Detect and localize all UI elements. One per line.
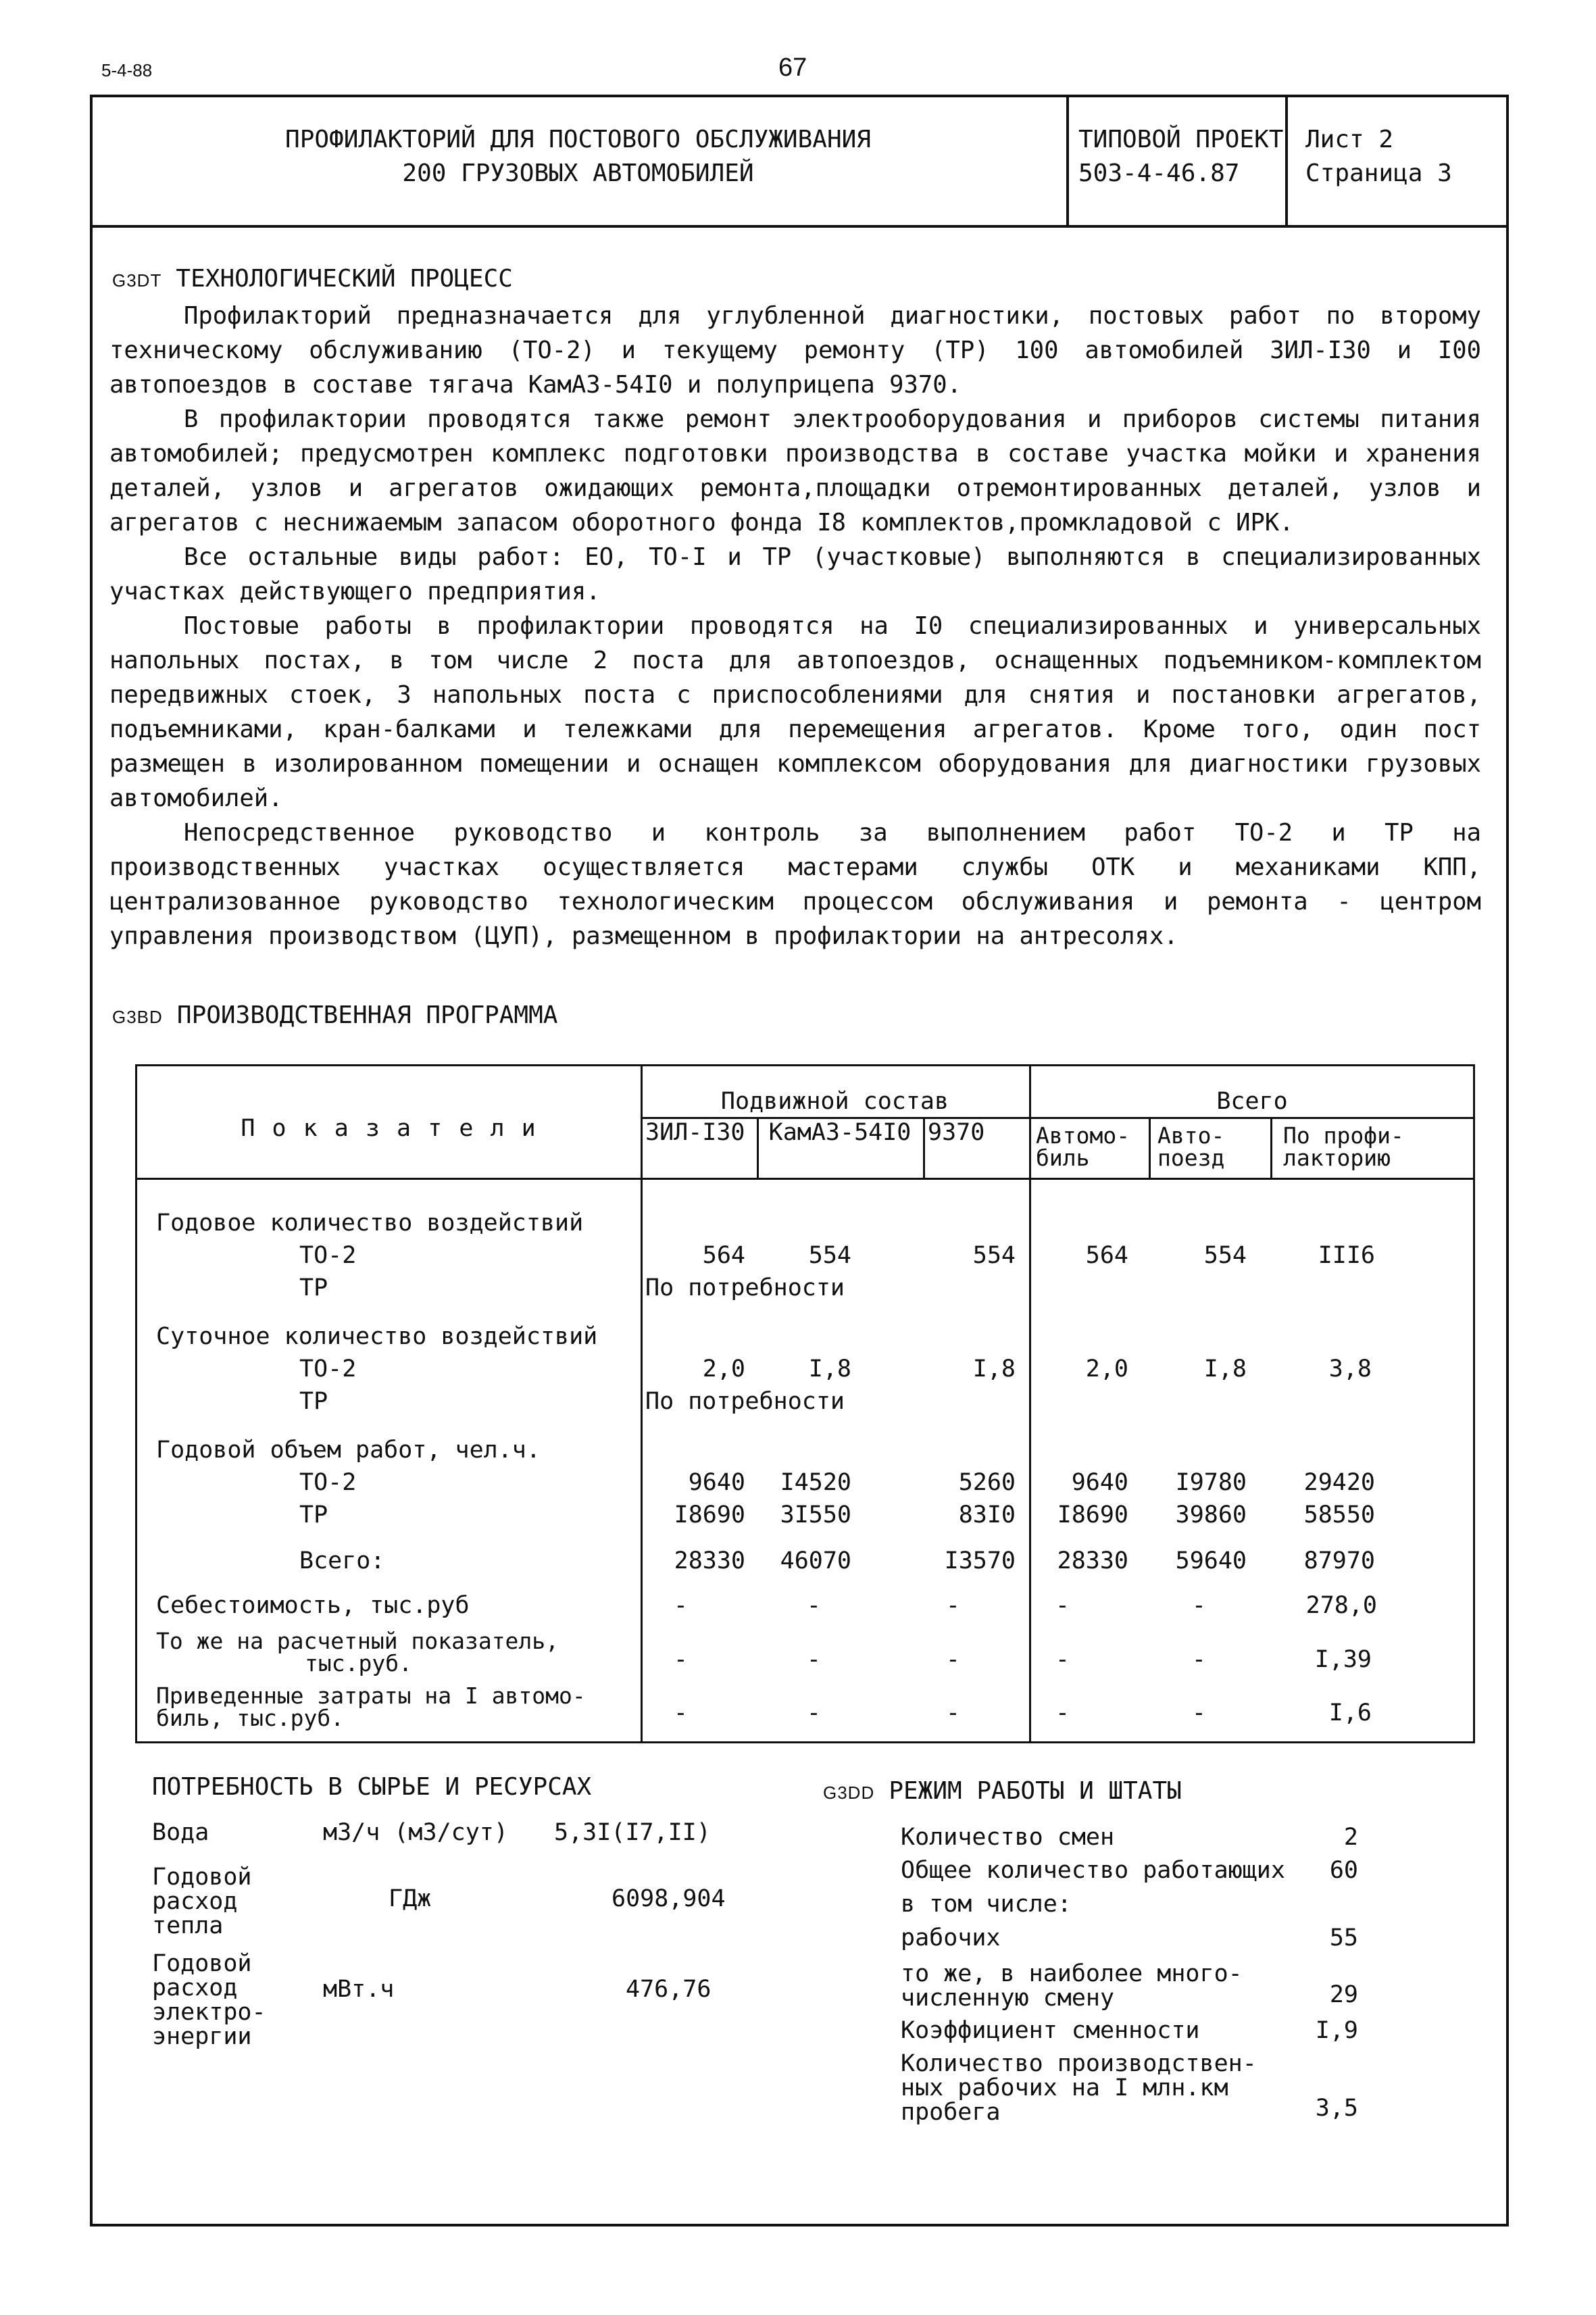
cell-value: 87970 xyxy=(1303,1547,1375,1574)
cell-value: I,8 xyxy=(808,1355,851,1383)
cell-value: 3I550 xyxy=(780,1501,851,1528)
sheet-block xyxy=(1305,123,1452,191)
cell-value: - xyxy=(945,1592,960,1619)
staff-total-label: Общее количество работающих xyxy=(901,1857,1285,1884)
cell-value: - xyxy=(1055,1699,1070,1726)
staff-label-line: пробега xyxy=(901,2099,1001,2126)
cell-value: - xyxy=(806,1646,821,1673)
section-title: РЕЖИМ РАБОТЫ И ШТАТЫ xyxy=(889,1777,1182,1805)
staff-label-line: то же, в наиболее много- xyxy=(901,1960,1243,1987)
cell-value: I8690 xyxy=(674,1501,745,1528)
resources-title: ПОТРЕБНОСТЬ В СЫРЬЕ И РЕСУРСАХ xyxy=(152,1773,592,1801)
tr-note: По потребности xyxy=(645,1274,845,1301)
resource-power-label xyxy=(152,1951,266,2049)
row-label-annual-count: Годовое количество воздействий xyxy=(156,1210,584,1237)
table-rule xyxy=(923,1117,925,1178)
resource-heat-value: 6098,904 xyxy=(612,1885,726,1912)
staff-per-mln-value: 3,5 xyxy=(1315,2095,1358,2122)
row-label-tr: ТР xyxy=(299,1501,328,1528)
staff-label-line: численную смену xyxy=(901,1985,1115,2012)
section-title: ТЕХНОЛОГИЧЕСКИЙ ПРОЦЕСС xyxy=(176,265,513,293)
column-header-zil: ЗИЛ-I30 xyxy=(645,1119,745,1146)
staff-max-shift-label xyxy=(901,1962,1243,2010)
production-program-table xyxy=(135,1064,1475,1743)
staff-label-line: Количество производствен- xyxy=(901,2050,1257,2077)
cell-value: I,8 xyxy=(1203,1355,1247,1383)
row-label-line: тыс.руб. xyxy=(305,1650,412,1676)
cell-value: 9640 xyxy=(688,1469,745,1496)
row-label-annual-volume: Годовой объем работ, чел.ч. xyxy=(156,1437,541,1464)
group-header-total: Всего xyxy=(1216,1088,1288,1115)
staff-label-line: ных рабочих на I млн.км xyxy=(901,2074,1228,2101)
row-label-total: Всего: xyxy=(299,1547,385,1574)
row-label-to2: ТО-2 xyxy=(299,1242,357,1269)
cell-value: - xyxy=(806,1592,821,1619)
table-rule xyxy=(1149,1117,1151,1178)
cell-value: I,8 xyxy=(972,1355,1016,1383)
paragraph: Непосредственное руководство и контроль за выполнением работ ТО-2 и ТР на производственных участках осуществляется мастерами службы ОТК и механиками КПП, централизованное руководство технологическим процессом обслуживания и ремонта - центром управления производством (ЦУП), размещенном в профилактории на антресолях. xyxy=(109,819,1481,950)
resource-label-line: электро- xyxy=(152,1999,266,2026)
section-tech-heading xyxy=(112,264,513,295)
cell-value: 564 xyxy=(702,1242,745,1269)
header-title-line-2: 200 ГРУЗОВЫХ АВТОМОБИЛЕЙ xyxy=(402,159,754,187)
page-number: 67 xyxy=(778,53,807,82)
header-column-divider xyxy=(1285,95,1288,226)
tr-note: По потребности xyxy=(645,1388,845,1415)
cell-value: - xyxy=(1191,1592,1206,1619)
header-title xyxy=(90,123,1066,191)
resource-water-value: 5,3I(I7,II) xyxy=(554,1819,711,1846)
resource-power-unit: мВт.ч xyxy=(323,1976,395,2003)
column-header-kamaz: КамАЗ-54I0 xyxy=(768,1119,912,1146)
project-block xyxy=(1078,123,1283,191)
row-label-line: Приведенные затраты на I автомо- xyxy=(156,1683,586,1709)
cell-value: 554 xyxy=(1203,1242,1247,1269)
cell-value: - xyxy=(945,1699,960,1726)
row-label-line: биль, тыс.руб. xyxy=(156,1705,345,1731)
section-code: G3DD xyxy=(823,1783,875,1803)
cell-value: - xyxy=(673,1646,688,1673)
cell-value: I4520 xyxy=(780,1469,851,1496)
resource-water-unit: м3/ч (м3/сут) xyxy=(323,1819,508,1846)
cell-value: 554 xyxy=(808,1242,851,1269)
column-header-prof xyxy=(1283,1124,1404,1169)
resource-label-line: энергии xyxy=(152,2023,252,2050)
sheet-number: Лист 2 xyxy=(1305,126,1394,153)
row-label-reduced-costs xyxy=(156,1685,586,1729)
column-header-train-line: Авто- xyxy=(1157,1122,1225,1149)
project-label: ТИПОВОЙ ПРОЕКТ xyxy=(1078,126,1284,153)
row-label-cost: Себестоимость, тыс.руб xyxy=(156,1592,470,1619)
section-code: G3BD xyxy=(112,1007,163,1027)
cell-value: 28330 xyxy=(674,1547,745,1574)
cell-value: I,6 xyxy=(1328,1699,1372,1726)
staff-shift-coef-value: I,9 xyxy=(1315,2017,1358,2044)
cell-value: 554 xyxy=(972,1242,1016,1269)
row-label-daily-count: Суточное количество воздействий xyxy=(156,1323,598,1350)
column-header-train-line: поезд xyxy=(1157,1145,1225,1171)
header-divider xyxy=(90,225,1509,228)
resource-label-line: Годовой xyxy=(152,1864,252,1891)
staff-shifts-label: Количество смен xyxy=(901,1824,1115,1851)
column-header-auto xyxy=(1036,1124,1130,1169)
document-code: 5-4-88 xyxy=(101,60,153,80)
sheet-page: Страница 3 xyxy=(1305,159,1452,187)
table-rule xyxy=(137,1178,1475,1180)
column-header-prof-line: лакторию xyxy=(1283,1145,1391,1171)
resource-label-line: тепла xyxy=(152,1912,224,1939)
paragraph: Все остальные виды работ: ЕО, ТО-I и ТР (участковые) выполняются в специализированных участках действующего предприятия. xyxy=(109,543,1481,605)
section-program-heading xyxy=(112,1000,557,1032)
column-header-indicators: П о к а з а т е л и xyxy=(241,1115,537,1142)
staff-per-mln-label xyxy=(901,2051,1257,2124)
resource-label-line: расход xyxy=(152,1888,238,1915)
column-header-train xyxy=(1157,1124,1224,1169)
row-label-tr: ТР xyxy=(299,1388,328,1415)
paragraph: Профилакторий предназначается для углубленной диагностики, постовых работ по второму техническому обслуживанию (ТО-2) и текущему ремонту (ТР) 100 автомобилей ЗИЛ-I30 и I00 автопоездов в составе тягача КамАЗ-54I0 и полуприцепа 9370. xyxy=(109,302,1481,399)
staff-total-value: 60 xyxy=(1329,1857,1358,1884)
staff-workers-value: 55 xyxy=(1329,1924,1358,1951)
cell-value: I8690 xyxy=(1057,1501,1128,1528)
project-number: 503-4-46.87 xyxy=(1078,159,1240,187)
cell-value: - xyxy=(673,1699,688,1726)
section-title: ПРОИЗВОДСТВЕННАЯ ПРОГРАММА xyxy=(176,1001,558,1029)
group-header-rolling-stock: Подвижной состав xyxy=(720,1088,949,1115)
staff-including-label: в том числе: xyxy=(901,1891,1072,1918)
cell-value: 29420 xyxy=(1303,1469,1375,1496)
cell-value: 9640 xyxy=(1071,1469,1128,1496)
header-title-line-1: ПРОФИЛАКТОРИЙ ДЛЯ ПОСТОВОГО ОБСЛУЖИВАНИЯ xyxy=(285,126,871,153)
paragraph: Постовые работы в профилактории проводятся на I0 специализированных и универсальных напольных постах, в том числе 2 поста для автопоездов, оснащенных подъемником-комплектом передвижных стоек, 3 напольных поста с приспособлениями для снятия и постановки агрегатов, подъемниками, кран-балками и тележками для перемещения агрегатов. Кроме того, один пост размещен в изолированном помещении и оснащен комплексом оборудования для диагностики грузовых автомобилей. xyxy=(109,612,1481,812)
cell-value: 3,8 xyxy=(1328,1355,1372,1383)
staff-shift-coef-label: Коэффициент сменности xyxy=(901,2017,1200,2044)
cell-value: - xyxy=(1055,1592,1070,1619)
cell-value: 278,0 xyxy=(1305,1592,1377,1619)
cell-value: 83I0 xyxy=(958,1501,1016,1528)
column-header-auto-line: Автомо- xyxy=(1036,1122,1130,1149)
row-label-to2: ТО-2 xyxy=(299,1469,357,1496)
staff-heading xyxy=(823,1776,1182,1808)
row-label-tr: ТР xyxy=(299,1274,328,1301)
resource-label-line: расход xyxy=(152,1974,238,2001)
column-header-prof-line: По профи- xyxy=(1283,1122,1404,1149)
row-label-cost-unit xyxy=(156,1630,559,1674)
cell-value: 46070 xyxy=(780,1547,851,1574)
cell-value: 564 xyxy=(1085,1242,1128,1269)
table-rule xyxy=(1270,1117,1272,1178)
row-label-line: То же на расчетный показатель, xyxy=(156,1628,559,1654)
resource-power-value: 476,76 xyxy=(626,1976,712,2003)
cell-value: 59640 xyxy=(1175,1547,1247,1574)
staff-workers-label: рабочих xyxy=(901,1924,1001,1951)
cell-value: - xyxy=(806,1699,821,1726)
table-rule xyxy=(641,1066,643,1743)
cell-value: 28330 xyxy=(1057,1547,1128,1574)
cell-value: - xyxy=(1191,1646,1206,1673)
tech-process-text xyxy=(109,299,1481,953)
cell-value: - xyxy=(673,1592,688,1619)
cell-value: I9780 xyxy=(1175,1469,1247,1496)
resource-heat-unit: ГДж xyxy=(389,1885,432,1912)
cell-value: III6 xyxy=(1318,1242,1375,1269)
cell-value: - xyxy=(945,1646,960,1673)
resource-water-label: Вода xyxy=(152,1819,209,1846)
cell-value: - xyxy=(1055,1646,1070,1673)
column-header-9370: 9370 xyxy=(928,1119,985,1146)
header-column-divider xyxy=(1066,95,1069,226)
staff-max-shift-value: 29 xyxy=(1329,1981,1358,2008)
cell-value: 58550 xyxy=(1303,1501,1375,1528)
section-code: G3DT xyxy=(112,270,162,291)
column-header-auto-line: биль xyxy=(1036,1145,1090,1171)
table-rule xyxy=(1029,1066,1031,1743)
cell-value: I,39 xyxy=(1314,1646,1372,1673)
cell-value: I3570 xyxy=(944,1547,1016,1574)
staff-shifts-value: 2 xyxy=(1343,1824,1358,1851)
cell-value: 2,0 xyxy=(1085,1355,1128,1383)
resource-heat-label xyxy=(152,1865,252,1938)
cell-value: 2,0 xyxy=(702,1355,745,1383)
row-label-to2: ТО-2 xyxy=(299,1355,357,1383)
cell-value: 39860 xyxy=(1175,1501,1247,1528)
resource-label-line: Годовой xyxy=(152,1950,252,1977)
cell-value: - xyxy=(1191,1699,1206,1726)
cell-value: 5260 xyxy=(958,1469,1016,1496)
paragraph: В профилактории проводятся также ремонт электрооборудования и приборов системы питания автомобилей; предусмотрен комплекс подготовки производства в составе участка мойки и хранения деталей, узлов и агрегатов ожидающих ремонта,площадки отремонтированных деталей, узлов и агрегатов с неснижаемым запасом оборотного фонда I8 комплектов,промкладовой с ИРК. xyxy=(109,405,1481,537)
